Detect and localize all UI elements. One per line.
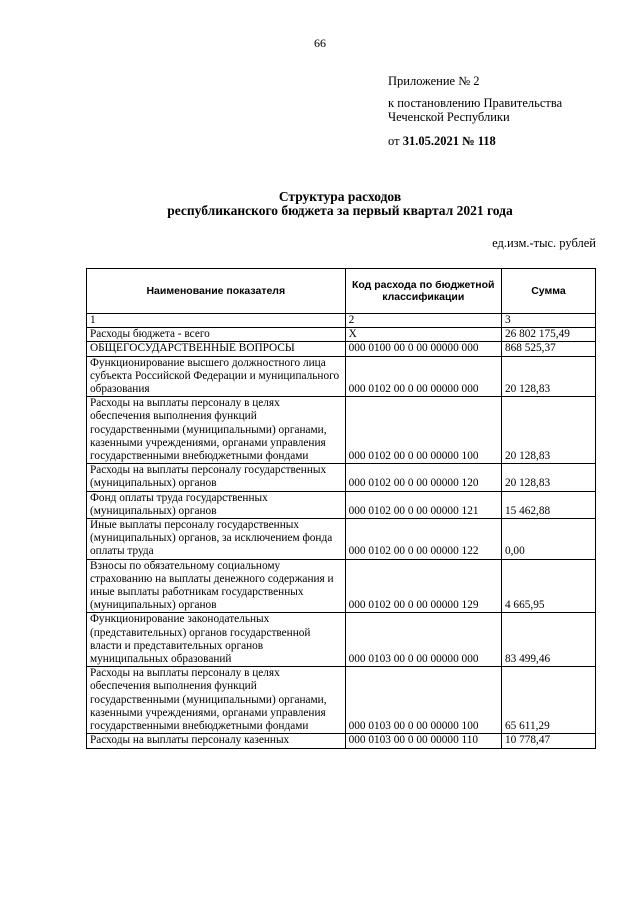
row-name-cell: Расходы на выплаты персоналу в целях обеспечения выполнения функций государственными (муниципальными) органами, казенными учреждениями, органами управления государственными внебюджетными фондами xyxy=(87,667,346,734)
row-name-cell: Функционирование законодательных (представительных) органов государственной власти и представительных органов муниципальных образований xyxy=(87,613,346,667)
row-sum-cell: 15 462,88 xyxy=(501,491,595,518)
header-code: Код расхода по бюджетной классификации xyxy=(345,269,501,314)
table-row xyxy=(87,328,596,342)
table-row xyxy=(87,464,596,491)
appendix-line-1: Приложение № 2 xyxy=(388,74,480,88)
appendix-date-line xyxy=(388,134,562,148)
row-code-cell: 000 0103 00 0 00 00000 110 xyxy=(345,734,501,748)
row-code-cell: 000 0102 00 0 00 00000 121 xyxy=(345,491,501,518)
row-name-cell: Иные выплаты персоналу государственных (муниципальных) органов, за исключением фонда оплаты труда xyxy=(87,519,346,560)
table-row xyxy=(87,519,596,560)
column-number: 2 xyxy=(345,314,501,328)
row-name-cell: Расходы бюджета - всего xyxy=(87,328,346,342)
column-number-row xyxy=(87,314,596,328)
title-line-1: Структура расходов xyxy=(278,189,402,204)
row-code-cell: 000 0102 00 0 00 00000 120 xyxy=(345,464,501,491)
appendix-date-value: 31.05.2021 № 118 xyxy=(402,134,496,148)
row-code-cell: 000 0102 00 0 00 00000 100 xyxy=(345,397,501,464)
row-code-cell: 000 0103 00 0 00 00000 000 xyxy=(345,613,501,667)
header-sum: Сумма xyxy=(501,269,595,314)
column-number: 1 xyxy=(87,314,346,328)
table-row xyxy=(87,734,596,748)
page-number: 66 xyxy=(314,36,326,50)
row-name-cell: Взносы по обязательному социальному страхованию на выплаты денежного содержания и иные выплаты работникам государственных (муниципальных) органов xyxy=(87,559,346,613)
appendix-date-prefix: от xyxy=(388,134,400,148)
row-code-cell: 000 0102 00 0 00 00000 122 xyxy=(345,519,501,560)
table-row xyxy=(87,342,596,356)
units-label: ед.изм.-тыс. рублей xyxy=(492,236,596,250)
budget-table xyxy=(86,268,596,749)
column-number: 3 xyxy=(501,314,595,328)
row-sum-cell: 20 128,83 xyxy=(501,356,595,397)
appendix-line-3: Чеченской Республики xyxy=(388,110,510,124)
row-sum-cell: 65 611,29 xyxy=(501,667,595,734)
table-row xyxy=(87,397,596,464)
row-sum-cell: 10 778,47 xyxy=(501,734,595,748)
table-row xyxy=(87,559,596,613)
row-name-cell: Функционирование высшего должностного лица субъекта Российской Федерации и муниципального образования xyxy=(87,356,346,397)
row-sum-cell: 26 802 175,49 xyxy=(501,328,595,342)
row-code-cell: 000 0100 00 0 00 00000 000 xyxy=(345,342,501,356)
row-name-cell: ОБЩЕГОСУДАРСТВЕННЫЕ ВОПРОСЫ xyxy=(87,342,346,356)
row-sum-cell: 4 665,95 xyxy=(501,559,595,613)
row-sum-cell: 20 128,83 xyxy=(501,464,595,491)
row-name-cell: Расходы на выплаты персоналу государственных (муниципальных) органов xyxy=(87,464,346,491)
row-sum-cell: 20 128,83 xyxy=(501,397,595,464)
row-sum-cell: 83 499,46 xyxy=(501,613,595,667)
appendix-line-2: к постановлению Правительства xyxy=(388,96,563,110)
header-name: Наименование показателя xyxy=(87,269,346,314)
table-header-row xyxy=(87,269,596,314)
row-name-cell: Расходы на выплаты персоналу в целях обеспечения выполнения функций государственными (муниципальными) органами, казенными учреждениями, органами управления государственными внебюджетными фондами xyxy=(87,397,346,464)
row-code-cell: 000 0102 00 0 00 00000 000 xyxy=(345,356,501,397)
row-code-cell: 000 0102 00 0 00 00000 129 xyxy=(345,559,501,613)
title-line-2: республиканского бюджета за первый квартал 2021 года xyxy=(167,203,513,218)
document-title xyxy=(0,190,640,218)
row-code-cell: X xyxy=(345,328,501,342)
appendix-block xyxy=(388,74,562,148)
table-row xyxy=(87,667,596,734)
row-name-cell: Расходы на выплаты персоналу казенных xyxy=(87,734,346,748)
table-row xyxy=(87,491,596,518)
row-sum-cell: 0,00 xyxy=(501,519,595,560)
row-sum-cell: 868 525,37 xyxy=(501,342,595,356)
row-code-cell: 000 0103 00 0 00 00000 100 xyxy=(345,667,501,734)
table-row xyxy=(87,613,596,667)
table-row xyxy=(87,356,596,397)
table-body xyxy=(87,314,596,749)
row-name-cell: Фонд оплаты труда государственных (муниципальных) органов xyxy=(87,491,346,518)
